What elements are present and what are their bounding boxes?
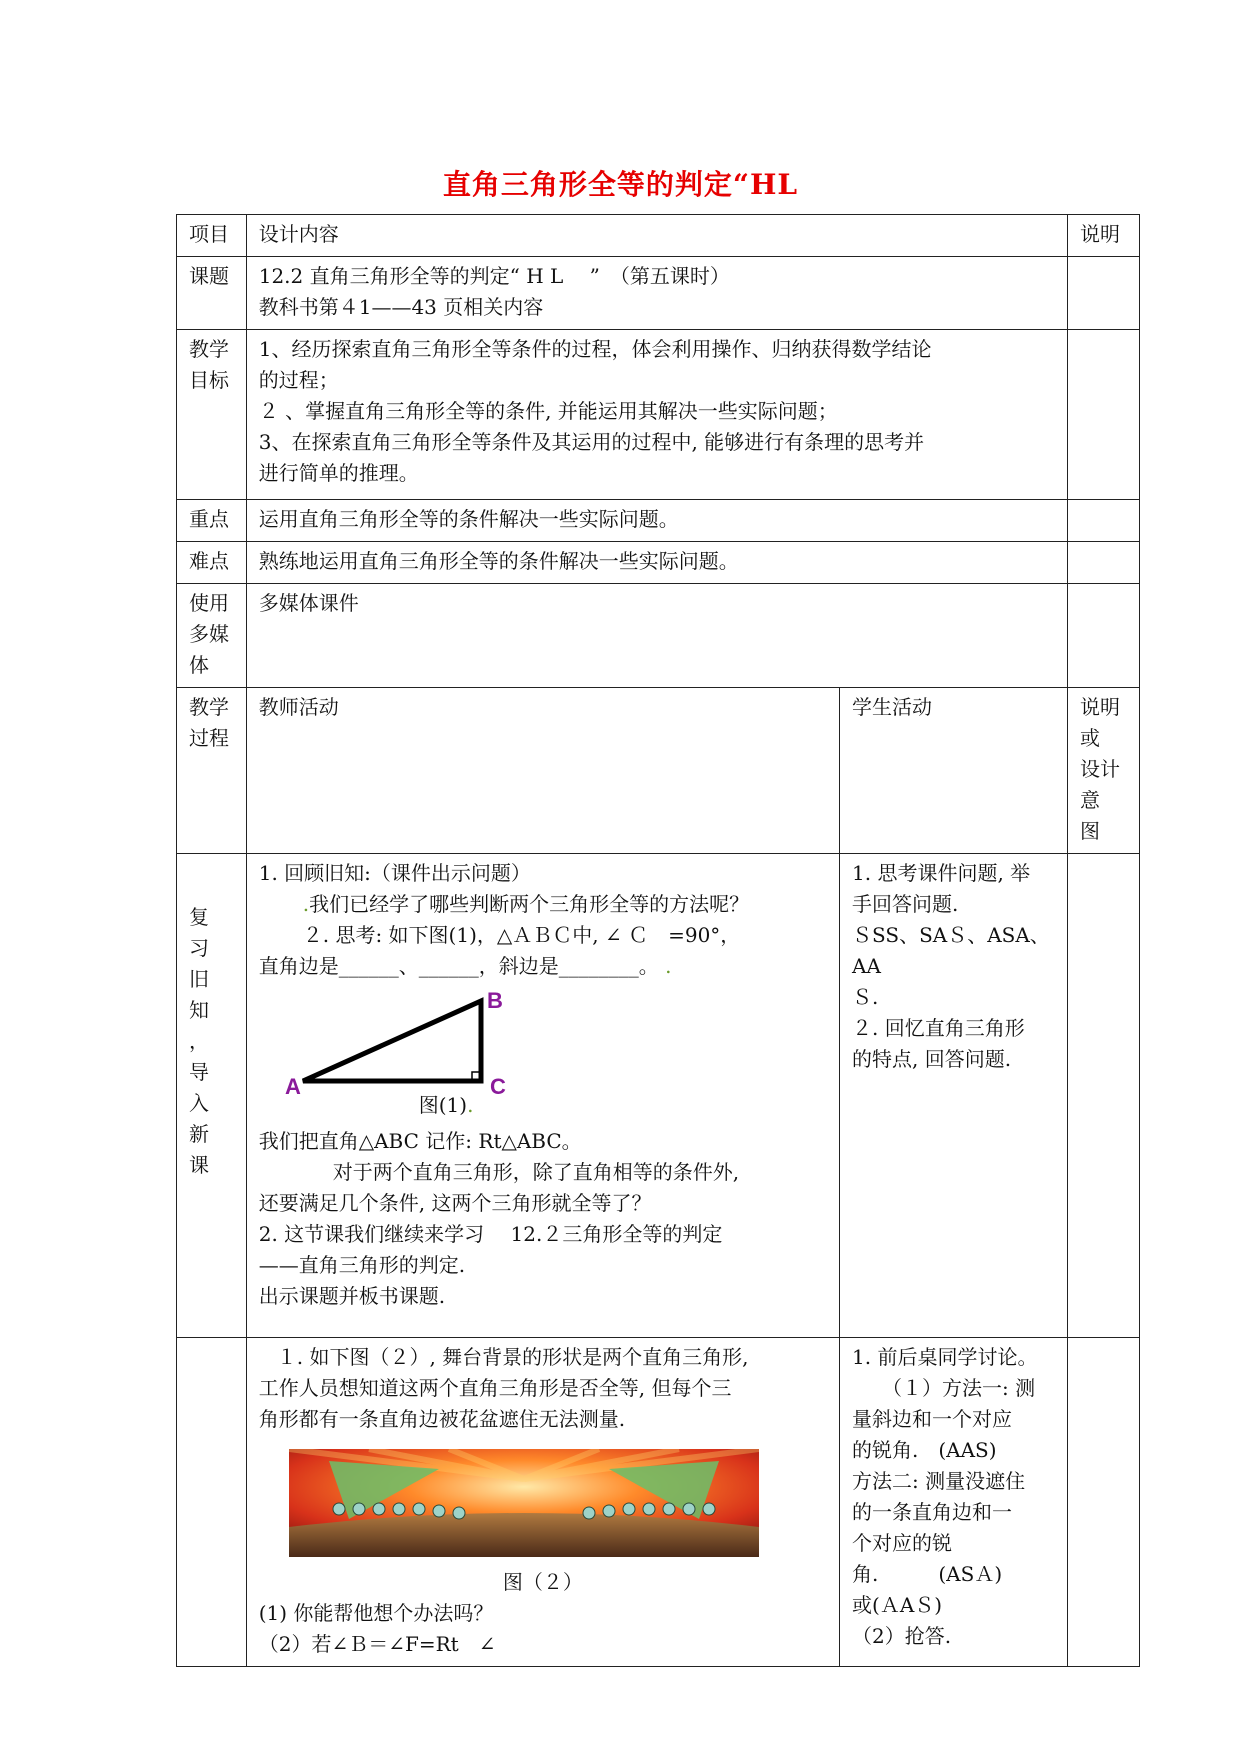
key-note xyxy=(1068,500,1140,542)
vertex-c-label: C xyxy=(489,1074,506,1096)
review-label-char: 导 xyxy=(189,1060,209,1084)
green-dot-mark: . xyxy=(467,1093,474,1117)
topic-line: 教科书第４1——43 页相关内容 xyxy=(258,295,544,319)
stage-label xyxy=(177,1338,247,1667)
process-note-line: 设计意 xyxy=(1080,757,1121,812)
caption-text: 图(1) xyxy=(418,1093,468,1117)
review-label-char: 复 xyxy=(189,905,209,929)
green-dot-mark: . xyxy=(658,954,672,978)
process-label-line: 过程 xyxy=(189,726,229,750)
review-label-char: 习 xyxy=(189,936,209,960)
review-line xyxy=(259,889,827,920)
key-row xyxy=(177,500,1140,542)
goal-line: 1、经历探索直角三角形全等条件的过程，体会利用操作、归纳获得数学结论 xyxy=(258,337,932,361)
header-item: 项目 xyxy=(177,215,247,257)
goals-note xyxy=(1068,330,1140,500)
process-note-line: 图 xyxy=(1080,819,1101,843)
stage-row xyxy=(177,1338,1140,1667)
student-line: 量斜边和一个对应 xyxy=(852,1407,1013,1431)
goals-label-line: 教学 xyxy=(189,337,229,361)
triangle-abc xyxy=(303,1001,481,1081)
student-line: （１）方法一: 测 xyxy=(882,1376,1036,1400)
stage-student xyxy=(840,1338,1068,1667)
media-label-line: 体 xyxy=(189,653,209,677)
media-note xyxy=(1068,584,1140,688)
difficult-note xyxy=(1068,542,1140,584)
difficult-content: 熟练地运用直角三角形全等的条件解决一些实际问题。 xyxy=(246,542,1067,584)
review-line: 1. 回顾旧知:（课件出示问题） xyxy=(258,861,531,885)
goal-line: 3、在探索直角三角形全等条件及其运用的过程中, 能够进行有条理的思考并 xyxy=(258,430,925,454)
review-label-char: 旧 xyxy=(189,967,209,991)
goal-line: ２ 、掌握直角三角形全等的条件, 并能运用其解决一些实际问题； xyxy=(258,399,838,423)
review-note xyxy=(1068,854,1140,1338)
review-line: 我们把直角△ABC 记作: Rt△ABC。 xyxy=(258,1129,582,1153)
goal-line: 进行简单的推理。 xyxy=(258,461,419,485)
stage-line: (1) 你能帮他想个办法吗？ xyxy=(258,1601,494,1625)
key-label: 重点 xyxy=(177,500,247,542)
media-content: 多媒体课件 xyxy=(246,584,1067,688)
student-line: 1. 前后桌同学讨论。 xyxy=(852,1345,1038,1369)
green-dot-mark: . xyxy=(302,892,310,916)
header-note: 说明 xyxy=(1068,215,1140,257)
header-row xyxy=(177,215,1140,257)
review-label-char: 知 xyxy=(189,998,209,1022)
topic-line: 12.2 直角三角形全等的判定“ H L ” （第五课时） xyxy=(258,264,730,288)
media-label-line: 使用 xyxy=(189,591,229,615)
stage-line: １. 如下图（２）, 舞台背景的形状是两个直角三角形, xyxy=(276,1345,749,1369)
student-line: （2）抢答. xyxy=(852,1624,952,1648)
review-line xyxy=(259,951,827,982)
goals-content xyxy=(246,330,1067,500)
review-label-char: 入 xyxy=(189,1091,209,1115)
process-note-header xyxy=(1068,688,1140,854)
student-activity-header: 学生活动 xyxy=(840,688,1068,854)
review-line: ——直角三角形的判定. xyxy=(258,1253,466,1277)
review-teacher xyxy=(246,854,839,1338)
header-content: 设计内容 xyxy=(246,215,1067,257)
student-line: 的一条直角边和一 xyxy=(852,1500,1013,1524)
review-line: 2. 这节课我们继续来学习 12.２三角形全等的判定 xyxy=(258,1222,723,1246)
stage-line: 角形都有一条直角边被花盆遮住无法测量. xyxy=(258,1407,626,1431)
page-title: 直角三角形全等的判定“HL xyxy=(442,168,799,201)
media-label xyxy=(177,584,247,688)
goals-label xyxy=(177,330,247,500)
teacher-activity-header: 教师活动 xyxy=(246,688,839,854)
lesson-plan-table xyxy=(176,214,1140,1667)
media-label-line: 多媒 xyxy=(189,622,229,646)
stage-backdrop-image xyxy=(289,1449,759,1557)
stage-photo xyxy=(289,1449,759,1557)
figure-1 xyxy=(259,986,827,1126)
process-note-line: 说明或 xyxy=(1080,695,1121,750)
process-label xyxy=(177,688,247,854)
student-line: 或(ＡAＳ) xyxy=(852,1593,943,1617)
topic-label: 课题 xyxy=(177,257,247,330)
review-line: 还要满足几个条件, 这两个三角形就全等了？ xyxy=(258,1191,652,1215)
student-line: 角. (ASＡ) xyxy=(852,1562,1003,1586)
review-label xyxy=(177,854,247,1338)
stage-teacher xyxy=(246,1338,839,1667)
student-line: 个对应的锐 xyxy=(852,1531,953,1555)
stage-line: （2）若∠Ｂ＝∠F=Rt ∠ xyxy=(258,1632,496,1656)
key-content: 运用直角三角形全等的条件解决一些实际问题。 xyxy=(246,500,1067,542)
review-line: 对于两个直角三角形，除了直角相等的条件外, xyxy=(332,1160,740,1184)
process-label-line: 教学 xyxy=(189,695,229,719)
student-line: 1. 思考课件问题, 举 xyxy=(852,861,1031,885)
review-line: ２. 思考: 如下图(1)，△ＡＢＣ中, ∠ Ｃ =90°， xyxy=(302,923,741,947)
student-line: 的特点, 回答问题. xyxy=(852,1047,1012,1071)
student-line: ２. 回忆直角三角形 xyxy=(852,1016,1025,1040)
topic-content xyxy=(246,257,1067,330)
review-student xyxy=(840,854,1068,1338)
topic-row xyxy=(177,257,1140,330)
difficult-label: 难点 xyxy=(177,542,247,584)
review-line: 出示课题并板书课题. xyxy=(258,1284,446,1308)
process-header-row xyxy=(177,688,1140,854)
student-line: Ｓ. xyxy=(852,985,879,1009)
stage-line: 工作人员想知道这两个直角三角形是否全等, 但每个三 xyxy=(258,1376,732,1400)
review-label-char: 新 xyxy=(189,1122,209,1146)
media-row xyxy=(177,584,1140,688)
student-line: 方法二: 测量没遮住 xyxy=(852,1469,1026,1493)
figure-2-caption: 图（２） xyxy=(502,1570,583,1594)
topic-note xyxy=(1068,257,1140,330)
review-blank-line: 直角边是______、______，斜边是________。 xyxy=(258,954,659,978)
figure-1-caption xyxy=(419,1090,474,1121)
review-row xyxy=(177,854,1140,1338)
goals-label-line: 目标 xyxy=(189,368,229,392)
student-line: 的锐角. (AAS) xyxy=(852,1438,997,1462)
difficult-row xyxy=(177,542,1140,584)
goals-row xyxy=(177,330,1140,500)
stage-note xyxy=(1068,1338,1140,1667)
student-line: ＳSS、SAＳ、ASA、AA xyxy=(852,923,1050,978)
right-triangle-diagram xyxy=(285,986,525,1096)
review-label-char: ， xyxy=(189,1029,209,1053)
student-line: 手回答问题. xyxy=(852,892,959,916)
vertex-b-label: B xyxy=(486,988,503,1013)
goal-line: 的过程； xyxy=(258,368,339,392)
review-question: 我们已经学了哪些判断两个三角形全等的方法呢？ xyxy=(309,892,750,916)
review-label-char: 课 xyxy=(189,1153,209,1177)
vertex-a-label: A xyxy=(284,1074,301,1096)
